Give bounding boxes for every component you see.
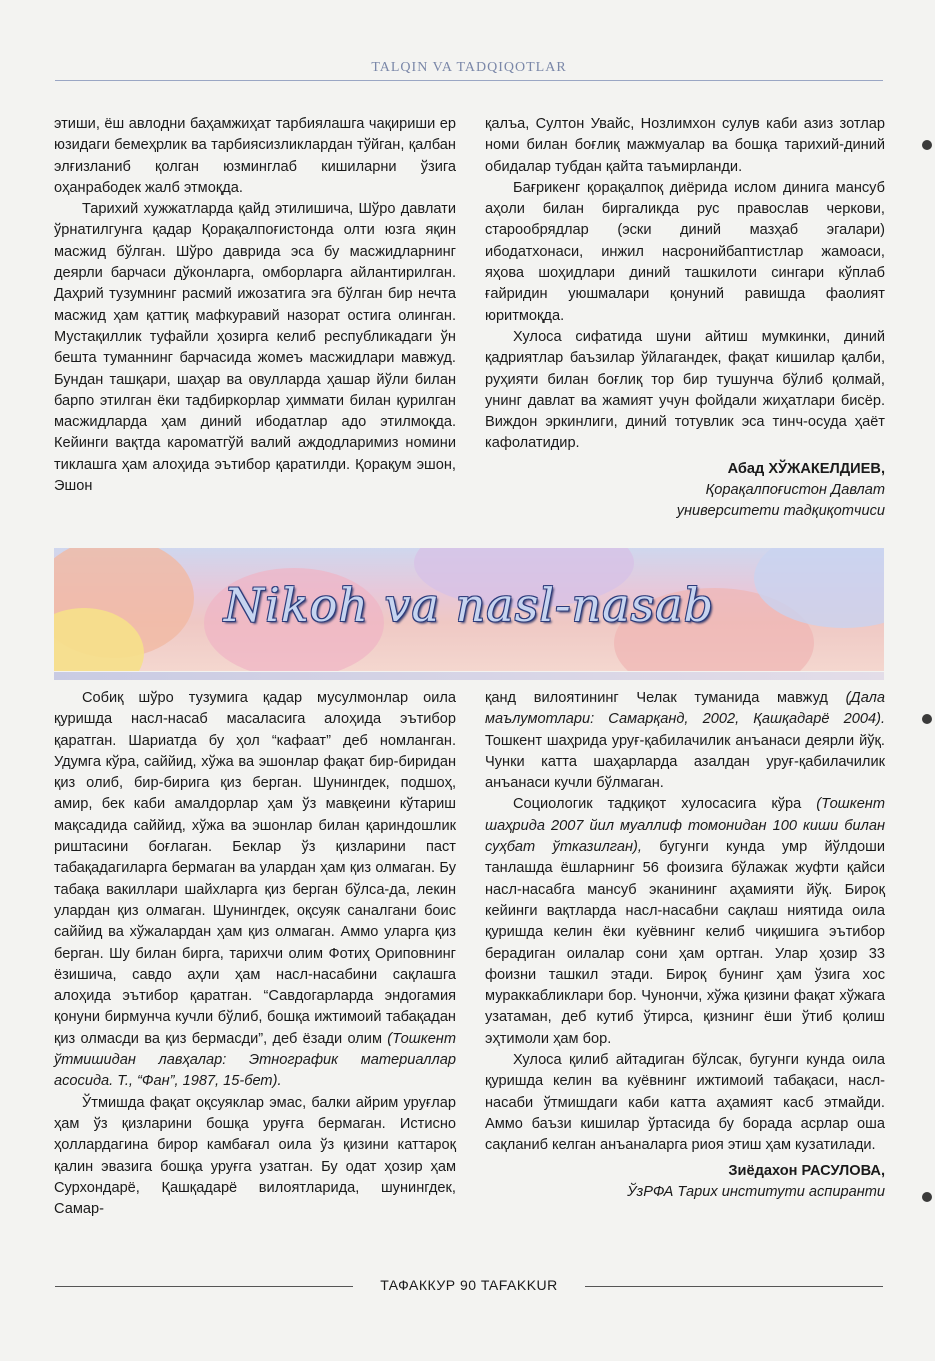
- banner-strip: [54, 672, 884, 680]
- header-rule: [55, 80, 883, 81]
- paragraph: қалъа, Султон Увайс, Нозлимхон сулув каби азиз зотлар номи билан боғлиқ мажмуалар ва бошқа тарихий-диний обидалар тубдан қайта таъмирланди.: [485, 116, 885, 175]
- paragraph: [485, 794, 885, 1050]
- author-name: Абад ХЎЖАКЕЛДИЕВ,: [727, 460, 885, 477]
- footer-rule: [55, 1286, 353, 1287]
- running-header: TALQIN VA TADQIQOTLAR: [371, 60, 567, 75]
- author-affiliation: ЎзРФА Тарих институти аспиранти: [627, 1183, 885, 1200]
- article2-column-right: [485, 688, 885, 1203]
- author-name: Зиёдахон РАСУЛОВА,: [728, 1162, 885, 1179]
- paragraph: [54, 688, 456, 1093]
- article2-column-left: [54, 688, 456, 1220]
- paragraph: Хулоса қилиб айтадиган бўлсак, бугунги кунда оила қуришда келин ва куёвнинг ижтимоий табақаси, насл-насаби ўтмишдаги каби катта аҳамият касб этмайди. Аммо баъзи кишилар ўртасида бу борада асрлар оша сақланиб келган анъаналарга риоя этиш ҳам кузатилади.: [485, 1052, 885, 1154]
- citation: (Тошкент ўтмишидан лавҳалар: Этнографик материаллар асосида. Т., “Фан”, 1987, 15-бет).: [54, 1030, 456, 1090]
- article1-column-left: [54, 114, 456, 497]
- section-banner: [54, 548, 884, 671]
- paragraph-text: қанд вилоятининг Челак туманида мавжуд: [485, 690, 846, 706]
- author-affiliation: университети тадқиқотчиси: [676, 503, 885, 520]
- paragraph-text: бугунги кунда умр йўлдоши танлашда ёшларнинг 56 фоизига бўлажак жуфти қайси насл-насабга мансуб эканининг аҳамияти йўқ. Бироқ кейинги вақтларда насл-насабни сақлаш ниятида оила қуришда келин ёки куёвнинг келиб чиқишига эътибор берадиган оилалар сони ҳам ортган. Улар ҳозир 33 фоизни ташкил этади. Бироқ бунинг ҳам ўзига хос мураккабликлари бор. Чунончи, хўжа қизини фақат хўжага узатаман, деб кутиб ўтирса, қизнинг ёши ўтиб қолиш эҳтимоли ҳам бор.: [485, 839, 885, 1047]
- binder-hole: [922, 1192, 932, 1202]
- paragraph: Хулоса сифатида шуни айтиш мумкинки, диний қадриятлар баъзилар ўйлагандек, фақат кишилар қалби, руҳияти билан боғлиқ тор бир тушунча бўлиб қолмай, унинг давлат ва жамият учун фойдали жиҳатлари бисёр. Виждон эркинлиги, диний тотувлик эса тинч-осуда ҳаёт кафолатидир.: [485, 328, 885, 452]
- paragraph: Бағрикенг қорақалпоқ диёрида ислом динига мансуб аҳоли билан биргаликда рус православ черкови, старообрядлар (эски диний мазҳаб эгалари) ибодатхонаси, инжил насронийбаптистлар жамоаси, яҳова шоҳидлари диний ташкилоти сингари кўплаб ғайридин уюшмалари қонуний равишда фаолият юритмоқда.: [485, 179, 885, 324]
- footer-rule: [585, 1286, 883, 1287]
- author-affiliation: Қорақалпоғистон Давлат: [705, 482, 885, 499]
- paragraph: [485, 688, 885, 794]
- paragraph: Ўтмишда фақат оқсуяклар эмас, балки айрим уруғлар ҳам ўз қизларини бошқа уруғга бермаган. Истисно ҳоллардагина бирор камбағал оила ўз қизини каттароқ қалин эвазига бошқа уруғга узатган. Бу одат ҳозир ҳам Сурхондарё, Қашқадарё вилоятларида, шунингдек, Самар-: [54, 1094, 456, 1218]
- section-title: Nikoh va nasl-nasab: [223, 578, 715, 632]
- binder-hole: [922, 714, 932, 724]
- footer-text: ТАФАККУР 90 TAFAKKUR: [380, 1277, 558, 1293]
- paragraph-text: Тошкент шаҳрида уруғ-қабилачилик анъанаси деярли йўқ. Чунки катта шаҳарларда азалдан уруғ-қабилачилик анъанаси кучли бўлмаган.: [485, 732, 885, 792]
- citation: (Дала маълумотлари: Самарқанд, 2002, Қашқадарё 2004).: [485, 690, 885, 728]
- citation: (Тошкент шаҳрида 2007 йил муаллиф томонидан 100 киши билан суҳбат ўтказилган),: [485, 796, 885, 856]
- paragraph: этиши, ёш авлодни баҳамжиҳат тарбиялашга чақириши ер юзидаги бемеҳрлик ва тарбиясизликлардан тўйган, қалбан элғизланиб қолган юзминглаб кишиларни ўзига оҳанрабодек жалб этмоқда.: [54, 116, 456, 196]
- page-footer: [55, 1277, 883, 1297]
- paragraph-text: Социологик тадқиқот хулосасига кўра: [513, 796, 817, 813]
- paragraph-text: Собиқ шўро тузумига қадар мусулмонлар оила қуришда насл-насаб масаласига алоҳида эътибор қаратган. Шариатда бу ҳол “кафаат” деб номланган. Удумга кўра, саййид, хўжа ва эшонлар фақат бир-биридан қиз олиб, бир-бирига қиз берган. Шунингдек, подшоҳ, амир, бек каби амалдорлар ҳам ўз мавқеини кўтариш мақсадида саййид, хўжа ва эшонлар билан қариндошлик риштасини боғлаган. Беклар ўз қизларини паст табақадагиларга бермаган ва улардан ҳам қиз олмаган. Бу табақа вакиллари шайхларга қиз берган бўлса-да, лекин улардан қиз олмаган. Шунингдек, оқсуяк саналгани боис саййид ва хўжалардан ҳам қиз олмаган. Аммо уларга қиз берган. Шу билан бирга, тарихчи олим Фотиҳ Ориповнинг ёзишича, савдо аҳли ҳам насл-насабини сақлашга алоҳида эътибор қаратган. “Савдогарларда эндогамия қонуни бирмунча кучли бўлиб, бошқа ижтимоий табақадан қиз олмасди ва қиз бермасди”, деб ёзади олим: [54, 690, 456, 1047]
- binder-hole: [922, 140, 932, 150]
- article1-column-right: [485, 114, 885, 523]
- paragraph: Тарихий хужжатларда қайд этилишича, Шўро давлати ўрнатилгунга қадар Қорақалпоғистонда олти юзга яқин масжид бўлган. Шўро даврида эса бу масжидларнинг деярли барчаси дўконларга, омборларга айлантирилган. Даҳрий тузумнинг расмий ижозатига эга бўлган бир нечта масжид ҳам қаттиқ мафкуравий назорат остига олинган. Мустақиллик туфайли ҳозирга келиб республикадаги ўн бешта туманнинг барчасида жомеъ масжидлари мавжуд. Бундан ташқари, шаҳар ва овулларда ҳашар йўли билан барпо этилган ёки тадбиркорлар ҳиммати билан қурилган масжидларда ҳам диний ибодатлар адо этилмоқда. Кейинги вақтда кароматгўй валий аждодларимиз номини тиклашга ҳам алоҳида эътибор қаратилди. Қорақум эшон, Эшон: [54, 201, 456, 495]
